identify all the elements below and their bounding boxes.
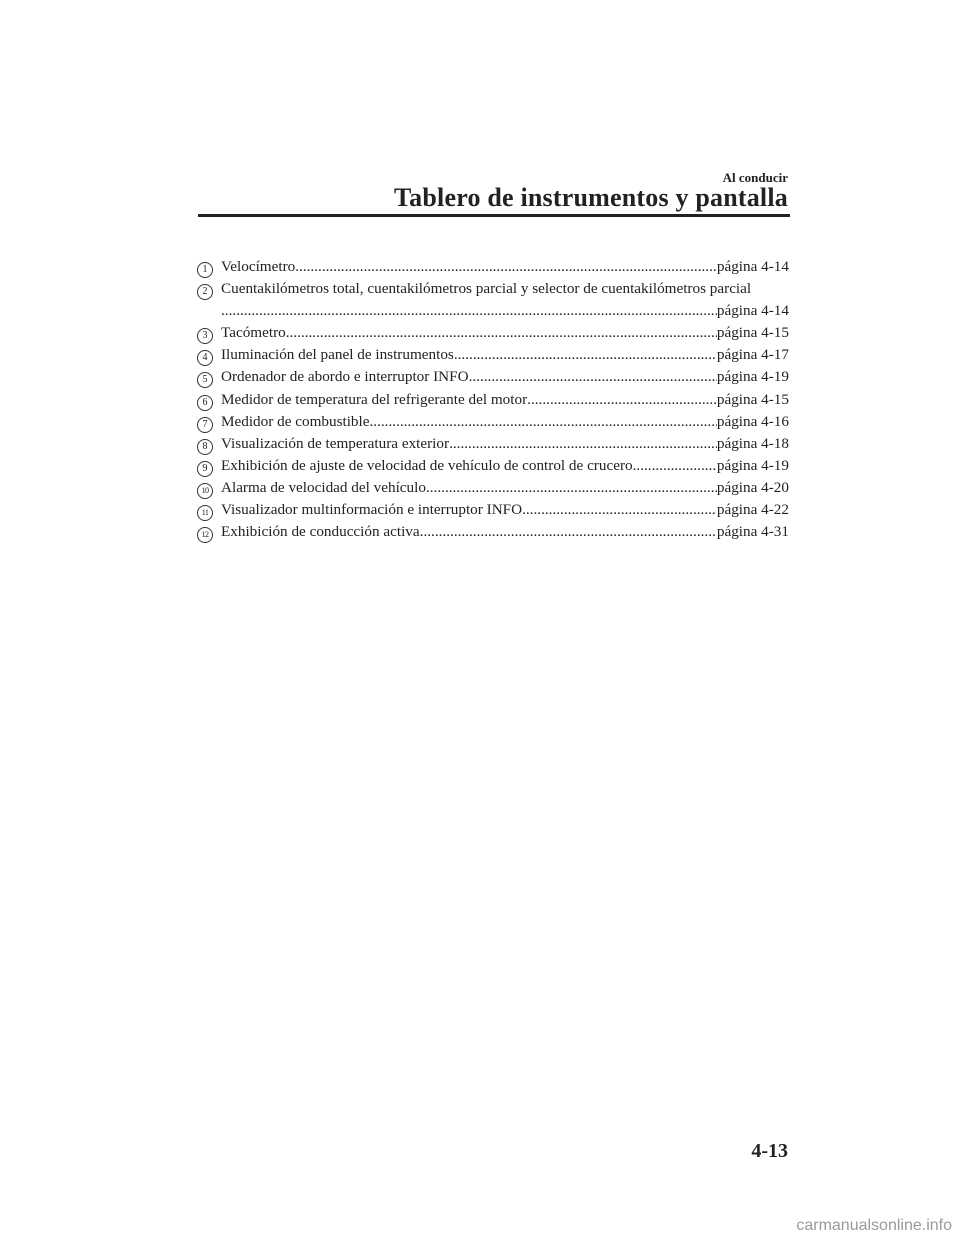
toc-item-page: página 4-22 (716, 501, 789, 519)
circled-number: 12 (197, 527, 213, 543)
toc-item-1[interactable] (197, 256, 789, 278)
circled-number: 6 (197, 395, 213, 411)
toc-item-page: página 4-31 (716, 523, 789, 541)
toc-item-page: página 4-18 (716, 434, 789, 452)
dot-leader (633, 455, 717, 477)
dot-leader (454, 344, 717, 366)
toc-item-9[interactable] (197, 455, 789, 477)
toc-item-label: Medidor de temperatura del refrigerante del motor (221, 390, 528, 408)
header-rule (198, 214, 790, 217)
circled-number: 2 (197, 284, 213, 300)
circled-number: 9 (197, 461, 213, 477)
toc-item-5[interactable] (197, 366, 789, 388)
toc-item-page: página 4-17 (716, 346, 789, 364)
toc-item-page: página 4-14 (716, 258, 789, 275)
toc-item-page: página 4-20 (716, 478, 789, 496)
dot-leader (469, 366, 717, 388)
toc-item-label: Velocímetro (221, 258, 296, 275)
toc-item-page: página 4-19 (716, 368, 789, 386)
toc-item-2[interactable] (197, 278, 789, 300)
toc-item-11[interactable] (197, 499, 789, 521)
dot-leader (449, 433, 717, 455)
toc-item-3[interactable] (197, 322, 789, 344)
toc-item-label: Ordenador de abordo e interruptor INFO (221, 368, 469, 386)
toc-item-2-continuation[interactable] (197, 300, 789, 322)
toc-item-12[interactable] (197, 521, 789, 543)
toc-item-label: Exhibición de ajuste de velocidad de vehículo de control de crucero (221, 456, 633, 474)
toc-item-label: Alarma de velocidad del vehículo (221, 478, 426, 496)
circled-number: 8 (197, 439, 213, 455)
circled-number: 11 (197, 505, 213, 521)
toc-item-page: página 4-14 (716, 302, 789, 320)
page-number: 4-13 (751, 1140, 788, 1162)
dot-leader (295, 256, 717, 278)
toc-item-page: página 4-15 (716, 324, 789, 342)
toc-item-label: Exhibición de conducción activa (221, 523, 420, 541)
dot-leader (221, 300, 717, 322)
toc-item-label: Visualizador multinformación e interruptor INFO (221, 501, 523, 519)
toc-item-label: Iluminación del panel de instrumentos (221, 346, 454, 364)
chapter-title: Tablero de instrumentos y pantalla (394, 183, 788, 212)
toc-item-6[interactable] (197, 389, 789, 411)
section-label: Al conducir (722, 170, 788, 185)
circled-number: 4 (197, 350, 213, 366)
toc-item-4[interactable] (197, 344, 789, 366)
circled-number: 5 (197, 372, 213, 388)
circled-number: 7 (197, 417, 213, 433)
dot-leader (426, 477, 717, 499)
dot-leader (369, 411, 716, 433)
circled-number: 3 (197, 328, 213, 344)
toc-item-7[interactable] (197, 411, 789, 433)
toc-item-8[interactable] (197, 433, 789, 455)
toc-item-page: página 4-16 (716, 412, 789, 430)
table-of-contents (197, 256, 789, 543)
toc-item-10[interactable] (197, 477, 789, 499)
dot-leader (286, 322, 717, 344)
footer-watermark: carmanualsonline.info (796, 1217, 952, 1234)
toc-item-page: página 4-19 (716, 456, 789, 474)
dot-leader (420, 521, 717, 543)
dot-leader (522, 499, 717, 521)
toc-item-label: Medidor de combustible (221, 412, 370, 430)
toc-item-label: Visualización de temperatura exterior (221, 434, 450, 452)
circled-number: 10 (197, 483, 213, 499)
dot-leader (527, 389, 717, 411)
toc-item-page: página 4-15 (716, 390, 789, 408)
toc-item-label: Cuentakilómetros total, cuentakilómetros parcial y selector de cuentakilómetros parcial (221, 280, 752, 298)
circled-number: 1 (197, 262, 213, 278)
toc-item-label: Tacómetro (221, 324, 286, 342)
